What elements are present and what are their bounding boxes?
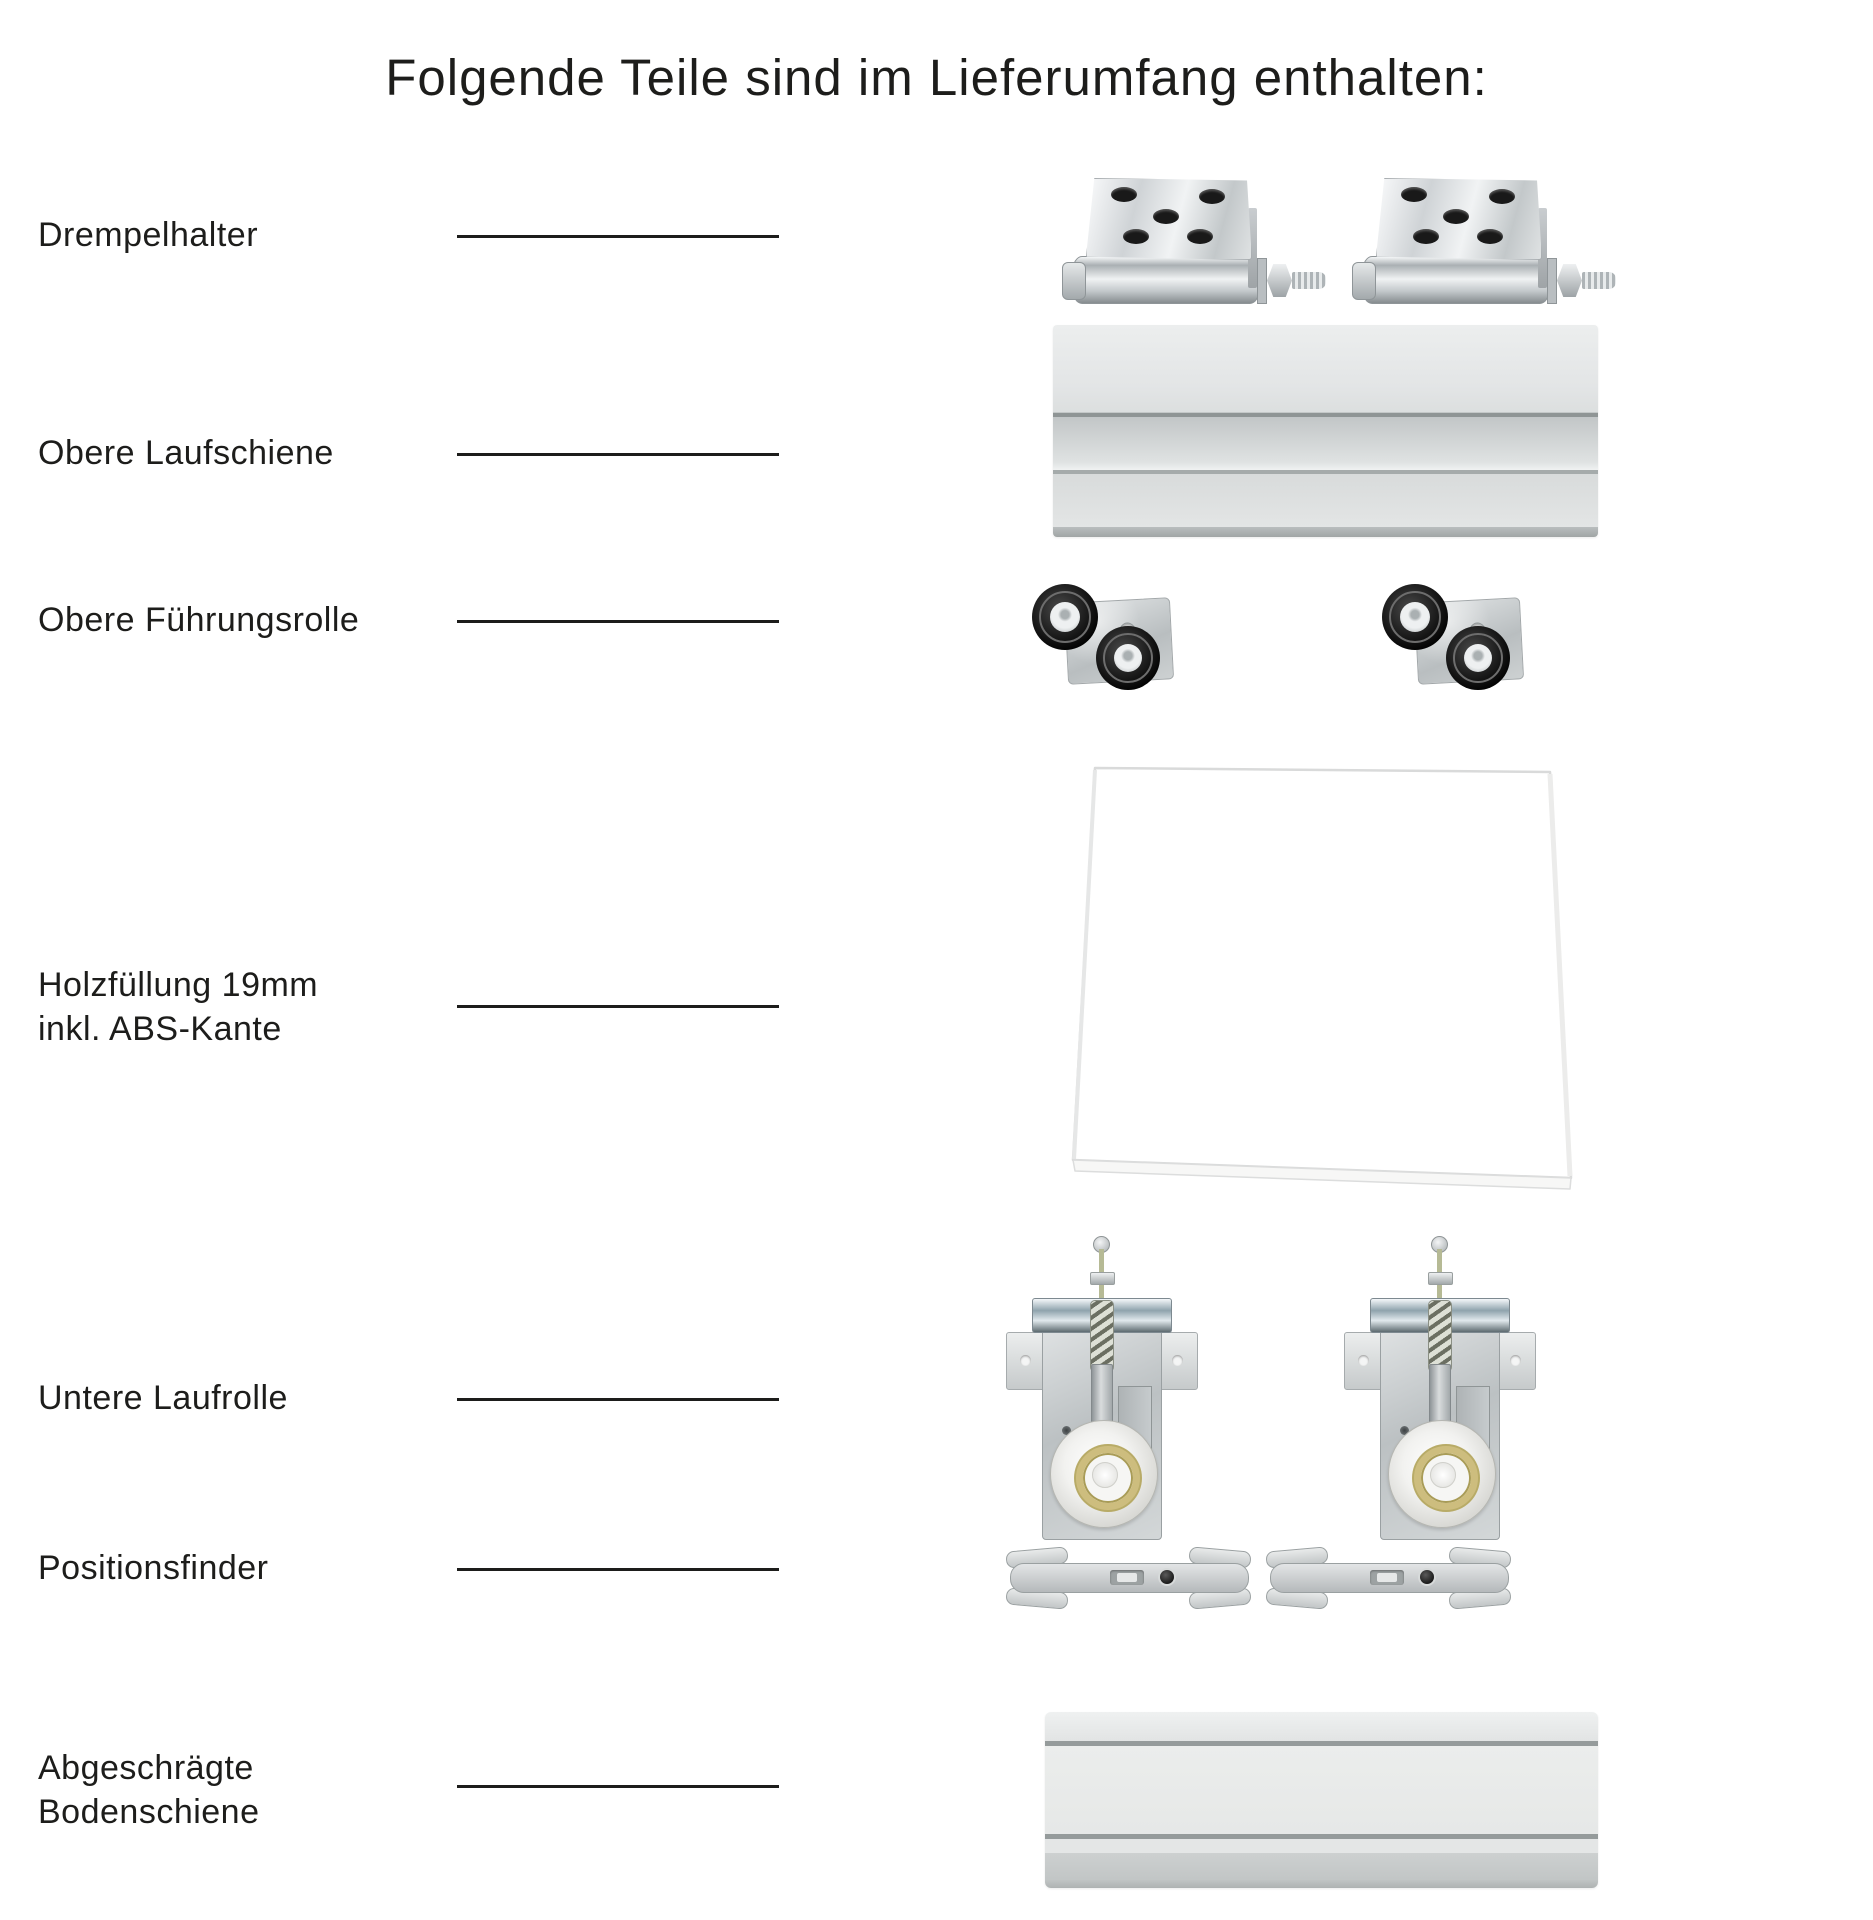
label-positionsfinder: Positionsfinder xyxy=(38,1549,269,1587)
leader-line-obere-fuehrungsrolle xyxy=(457,620,779,623)
leader-line-bodenschiene xyxy=(457,1785,779,1788)
bottom-roller-part-image xyxy=(1006,1236,1196,1532)
roller-wheel xyxy=(1050,1420,1158,1528)
hinge-hole xyxy=(1187,229,1213,244)
label-untere-laufrolle: Untere Laufrolle xyxy=(38,1379,288,1417)
hinge-washer xyxy=(1257,258,1267,304)
adjuster-nut xyxy=(1090,1272,1115,1285)
position-finder-part-image xyxy=(1006,1545,1251,1609)
label-holzfuellung-line1: Holzfüllung 19mm xyxy=(38,966,319,1004)
top-rail-part-image xyxy=(1053,325,1598,537)
mounting-wing xyxy=(1006,1332,1046,1390)
adjuster-nut xyxy=(1428,1272,1453,1285)
leader-line-untere-laufrolle xyxy=(457,1398,779,1401)
roller-hub xyxy=(1430,1462,1456,1488)
mounting-wing xyxy=(1496,1332,1536,1390)
leader-line-holzfuellung xyxy=(457,1005,779,1008)
mounting-hole xyxy=(1020,1355,1031,1366)
position-finder-slot-inner xyxy=(1117,1573,1137,1582)
hinge-hole xyxy=(1443,209,1469,224)
guide-roller-wheel xyxy=(1096,626,1160,690)
leader-line-obere-laufschiene xyxy=(457,453,779,456)
guide-roller-wheel xyxy=(1446,626,1510,690)
bottom-rail-panel xyxy=(1045,1746,1598,1834)
page-title: Folgende Teile sind im Lieferumfang enthalten: xyxy=(385,49,1488,106)
guide-roller-part-image xyxy=(1382,584,1522,706)
position-finder-hole xyxy=(1420,1570,1434,1584)
hinge-hole xyxy=(1199,189,1225,204)
label-bodenschiene-line2: Bodenschiene xyxy=(38,1793,260,1831)
label-bodenschiene xyxy=(38,1746,260,1834)
bottom-roller-part-image xyxy=(1344,1236,1534,1532)
mounting-hole xyxy=(1358,1355,1369,1366)
mounting-hole xyxy=(1510,1355,1521,1366)
label-bodenschiene-line1: Abgeschrägte xyxy=(38,1749,254,1787)
position-finder-hole xyxy=(1160,1570,1174,1584)
leader-line-drempelhalter xyxy=(457,235,779,238)
roller-spring xyxy=(1090,1300,1114,1372)
hinge-plate xyxy=(1376,178,1542,260)
bottom-rail-band xyxy=(1045,1839,1598,1853)
position-finder-part-image xyxy=(1266,1545,1511,1609)
hinge-part-image xyxy=(1360,178,1616,310)
label-obere-fuehrungsrolle: Obere Führungsrolle xyxy=(38,601,360,639)
label-holzfuellung xyxy=(38,963,318,1051)
hinge-barrel xyxy=(1072,256,1260,304)
position-finder-slot xyxy=(1110,1570,1144,1585)
hinge-barrel xyxy=(1362,256,1550,304)
hinge-hole xyxy=(1477,229,1503,244)
label-holzfuellung-line2: inkl. ABS-Kante xyxy=(38,1010,282,1048)
hinge-hole xyxy=(1413,229,1439,244)
bottom-rail-beveled-edge xyxy=(1045,1853,1598,1888)
top-rail-face xyxy=(1053,325,1598,413)
mounting-hole xyxy=(1172,1355,1183,1366)
bottom-rail-top-band xyxy=(1045,1712,1598,1741)
hinge-end-cap xyxy=(1352,262,1376,300)
hinge-washer xyxy=(1547,258,1557,304)
mounting-wing xyxy=(1158,1332,1198,1390)
top-rail-bottom-edge xyxy=(1053,527,1598,537)
guide-roller-wheel xyxy=(1382,584,1448,650)
guide-roller-wheel xyxy=(1032,584,1098,650)
mounting-wing xyxy=(1344,1332,1384,1390)
leader-line-positionsfinder xyxy=(457,1568,779,1571)
roller-wheel xyxy=(1388,1420,1496,1528)
hinge-hole xyxy=(1111,187,1137,202)
hinge-plate xyxy=(1086,178,1252,260)
hinge-part-image xyxy=(1070,178,1326,310)
roller-spring xyxy=(1428,1300,1452,1372)
label-obere-laufschiene: Obere Laufschiene xyxy=(38,434,334,472)
hinge-hex-nut xyxy=(1557,264,1582,297)
guide-roller-part-image xyxy=(1032,584,1172,706)
hinge-hole xyxy=(1123,229,1149,244)
top-rail-recess xyxy=(1053,417,1598,470)
hinge-threaded-stud xyxy=(1582,272,1616,289)
wood-panel-part-image xyxy=(1055,758,1595,1198)
hinge-hole xyxy=(1401,187,1427,202)
bottom-rail-part-image xyxy=(1045,1712,1598,1888)
hinge-hex-nut xyxy=(1267,264,1292,297)
position-finder-slot-inner xyxy=(1377,1573,1397,1582)
hinge-hole xyxy=(1489,189,1515,204)
top-rail-band xyxy=(1053,474,1598,527)
hinge-hole xyxy=(1153,209,1179,224)
label-drempelhalter: Drempelhalter xyxy=(38,216,259,254)
position-finder-slot xyxy=(1370,1570,1404,1585)
hinge-threaded-stud xyxy=(1292,272,1326,289)
hinge-end-cap xyxy=(1062,262,1086,300)
roller-hub xyxy=(1092,1462,1118,1488)
